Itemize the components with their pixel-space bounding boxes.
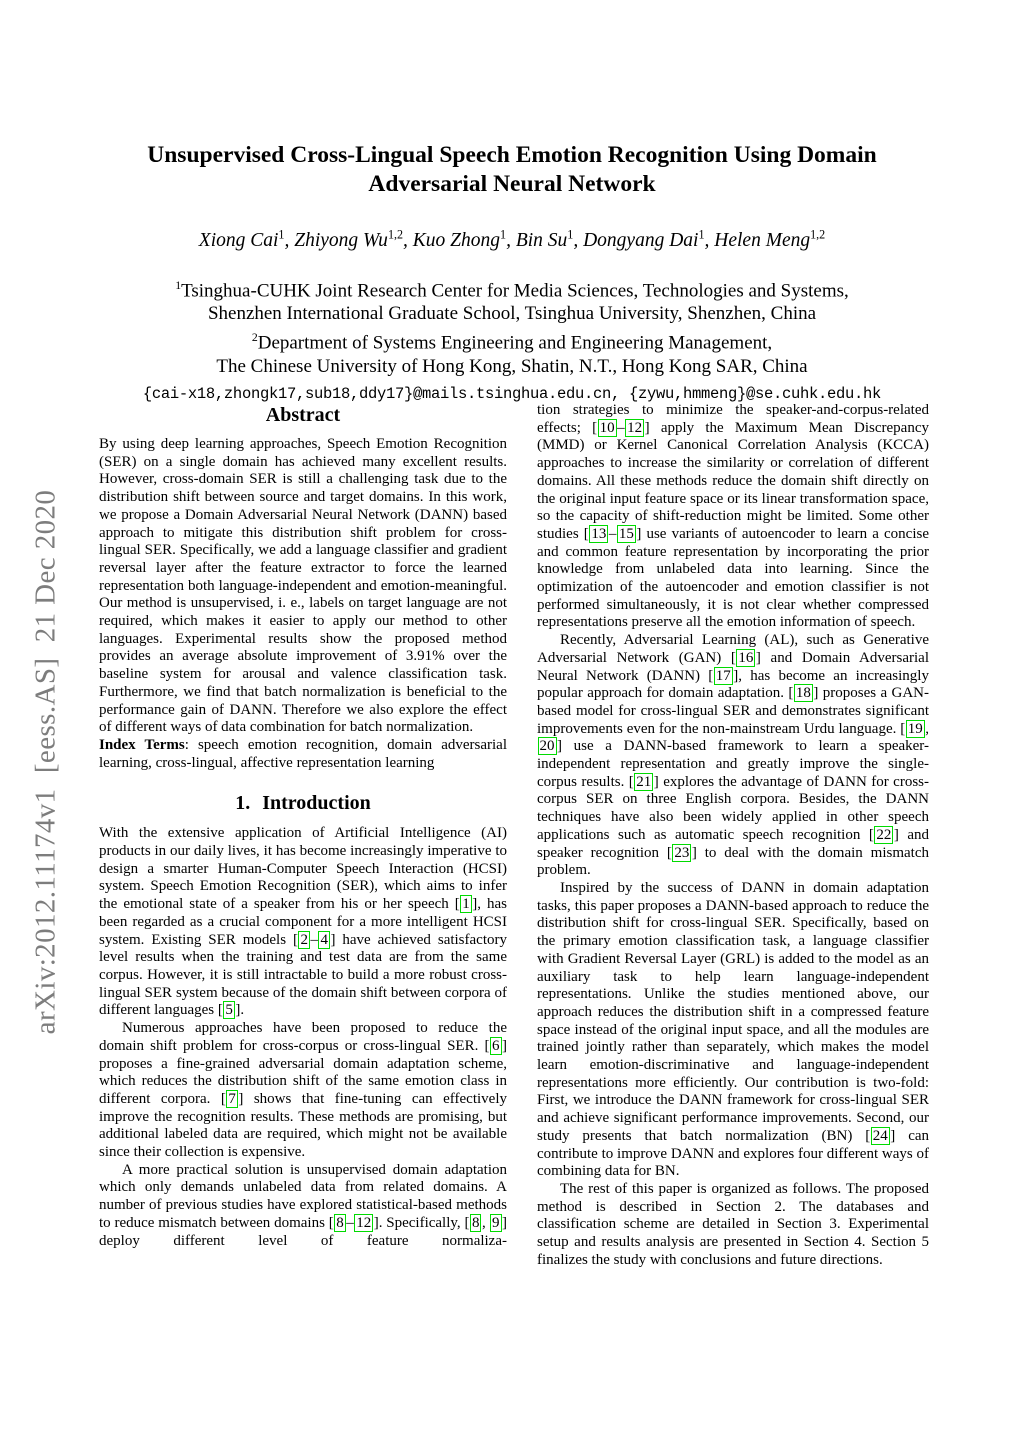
paragraph: A more practical solution is unsupervised domain adaptation which only demands unlabeled data from related domains. A number of previous studies have explored statistical-based methods to reduce mismatch between domains [ 8 – 12 ]. Specifically, [ 8 , 9 ] deploy different level of feature normaliza- [99, 1161, 508, 1249]
arxiv-watermark: arXiv:2012.11174v1 [eess.AS] 21 Dec 2020 [29, 489, 62, 1035]
author-name: Xiong Cai$^1$, [198, 227, 295, 251]
two-column-body [99, 402, 929, 1269]
citation-link[interactable]: 12 [356, 1214, 372, 1231]
citation-link[interactable]: 10 [599, 419, 615, 436]
paper-title-line: Unsupervised Cross-Lingual Speech Emotion Recognition Using Domain [147, 142, 877, 168]
citation-link[interactable]: 8 [336, 1214, 344, 1231]
citation-link[interactable]: 6 [492, 1037, 500, 1054]
index-terms [99, 737, 507, 772]
citation-link[interactable]: 21 [636, 773, 652, 790]
affiliation-line: $^1$Tsinghua-CUHK Joint Research Center for Media Sciences, Technologies and Systems, [175, 278, 849, 301]
citation-link[interactable]: 12 [627, 419, 643, 436]
paragraph: Inspired by the success of DANN in domain adaptation tasks, this paper proposes a DANN-based approach to reduce the distribution shift for cross-lingual SER. Specifically, based on the primary emotion classification task, a language classifier with Gradient Reversal Layer (GRL) is added to the model as an auxiliary task to help learn language-independent representations. Unlike the studies mentioned above, our approach reduces the distribution shift in a compressed feature space instead of the original input space, and all the modules are trained jointly rather than separately, which makes the model learn emotion-discriminative and language-independent representations more efficiently. Our contribution is two-fold: First, we introduce the DANN framework for cross-lingual SER and achieve significant performance improvements. Second, our study presents that batch normalization (BN) [ 24 ] can contribute to improve DANN and explores four different ways of combining data for BN. [537, 879, 930, 1180]
citation-link[interactable]: 22 [876, 826, 892, 843]
section-title: Introduction [262, 792, 371, 815]
citation-link[interactable]: 9 [492, 1214, 500, 1231]
title-block [0, 141, 1024, 403]
author-line [0, 222, 1024, 253]
index-terms-label: Index Terms [99, 736, 185, 753]
introduction-paragraphs [99, 825, 507, 1250]
left-column [99, 402, 507, 1250]
affiliation-line: $^2$Department of Systems Engineering and Engineering Management, [251, 330, 773, 354]
citation-link[interactable]: 18 [795, 685, 811, 702]
paragraph: tion strategies to minimize the speaker-and-corpus-related effects; [ 10 – 12 ] apply the Maximum Mean Discrepancy (MMD) or Kernel Canonical Correlation Analysis (KCCA) approaches to increase the similarity or correlation of different domains. All these methods reduce the domain shift directly on the original input feature space or its linear transformation space, so the capacity of shift-reduction might be limited. Some other studies [ 13 – 15 ] use variants of autoencoder to learn a concise and common feature representation by incorporating the prior knowledge from unlabeled data into learning. Since the optimization of the autoencoder and emotion classifier is not performed simultaneously, it is not clear whether compressed representations preserve all the emotion information of speech. [537, 402, 929, 631]
citation-link[interactable]: 15 [618, 525, 634, 542]
paragraph: The rest of this paper is organized as follows. The proposed method is described in Section 2. The databases and classification scheme are detailed in Section 3. Experimental setup and results analysis are presented in Section 4. Section 5 finalizes the study with conclusions and future directions. [537, 1180, 929, 1268]
index-terms-text: : speech emotion recognition, domain adversarial learning, cross-lingual, affective representation learning [99, 736, 507, 771]
abstract-heading: Abstract [265, 404, 341, 426]
section-number: 1. [235, 792, 251, 815]
citation-link[interactable]: 7 [228, 1090, 236, 1107]
citation-link[interactable]: 17 [715, 667, 731, 684]
citation-link[interactable]: 4 [320, 931, 328, 948]
citation-link[interactable]: 1 [462, 896, 470, 913]
citation-link[interactable]: 16 [738, 649, 754, 666]
abstract-paragraph: By using deep learning approaches, Speech Emotion Recognition (SER) on a single domain has achieved many excellent results. However, cross-domain SER is still a challenging task due to the distribution shift between source and target domains. In this work, we propose a Domain Adversarial Neural Network (DANN) based approach to mitigate this distribution shift problem for cross-lingual SER. Specifically, we add a language classifier and gradient reversal layer after the feature extractor to force the learned representation both language-independent and emotion-meaningful. Our method is unsupervised, i. e., labels on target language are not required, which makes it easier to apply our method to other languages. Experimental results show the proposed method provides an average absolute improvement of 3.91% over the baseline system for arousal and valence classification task. Furthermore, we find that batch normalization is beneficial to the performance gain of DANN. Therefore we also explore the effect of different ways of data combination for batch normalization. [99, 436, 507, 736]
citation-link[interactable]: 23 [674, 844, 690, 861]
right-column-paragraphs [537, 402, 929, 1269]
affiliation-block [0, 274, 1024, 379]
author-name: Zhiyong Wu$^{1,2}$, [294, 227, 413, 251]
author-name: Kuo Zhong$^1$, [412, 227, 516, 251]
citation-link[interactable]: 19 [907, 720, 923, 737]
affiliation-line: Shenzhen International Graduate School, Tsinghua University, Shenzhen, China [207, 303, 817, 325]
citation-link[interactable]: 20 [539, 738, 555, 755]
author-name: Dongyang Dai$^1$, [583, 227, 715, 251]
paragraph: Numerous approaches have been proposed to reduce the domain shift problem for cross-corpus or cross-lingual SER. [ 6 ] proposes a fine-grained adversarial domain adaptation scheme, which reduces the distribution shift of the same emotion class in different corpora. [ 7 ] shows that fine-tuning can effectively improve the recognition results. These methods are promising, but additional labeled data are required, which might not be available since their collection is expensive. [99, 1020, 507, 1161]
paper-title [0, 141, 1024, 199]
citation-link[interactable]: 5 [225, 1002, 233, 1019]
citation-link[interactable]: 24 [872, 1127, 888, 1144]
paragraph: With the extensive application of Artificial Intelligence (AI) products in our daily lives, it has become increasingly imperative to design a smarter Human-Computer Speech Interaction (HCSI) system. Speech Emotion Recognition (SER), which aims to infer the emotional state of a speaker from his or her speech [ 1 ], has been regarded as a crucial component for a more intelligent HCSI system. Existing SER models [ 2 – 4 ] have achieved satisfactory level results when the training and test data are from the same corpus. However, it is still intractable to build a more robust cross-lingual SER system because of the domain shift between corpora of different languages [ 5 ]. [99, 825, 507, 1019]
author-name: Bin Su$^1$, [515, 227, 584, 251]
section-heading-introduction [99, 791, 507, 815]
right-column [537, 402, 929, 1269]
paper-title-line: Adversarial Neural Network [368, 171, 656, 197]
paragraph: Recently, Adversarial Learning (AL), such as Generative Adversarial Network (GAN) [ 16 ] and Domain Adversarial Neural Network (DANN) [ 17 ], has become an increasingly popular approach for domain adaptation. [ 18 ] proposes a GAN-based model for cross-lingual SER and demonstrates significant improvements even for the non-mainstream Urdu language. [ 19 , 20 ] use a DANN-based framework to learn a speaker-independent representation and greatly improve the single-corpus results. [ 21 ] explores the advantage of DANN for cross-corpus SER on three English corpora. Besides, the DANN techniques have also been widely applied in other speech applications such as automatic speech recognition [ 22 ] and speaker recognition [ 23 ] to deal with the domain mismatch problem. [537, 632, 929, 879]
citation-link[interactable]: 13 [591, 525, 607, 542]
email-line: {cai-x18,zhongk17,sub18,ddy17}@mails.tsinghua.edu.cn, {zywu,hmmeng}@se.cuhk.edu.hk [142, 385, 882, 404]
affiliation-line: The Chinese University of Hong Kong, Shatin, N.T., Hong Kong SAR, China [216, 355, 808, 377]
citation-link[interactable]: 2 [300, 931, 308, 948]
citation-link[interactable]: 8 [471, 1214, 480, 1231]
author-name: Helen Meng$^{1,2}$ [714, 227, 826, 251]
